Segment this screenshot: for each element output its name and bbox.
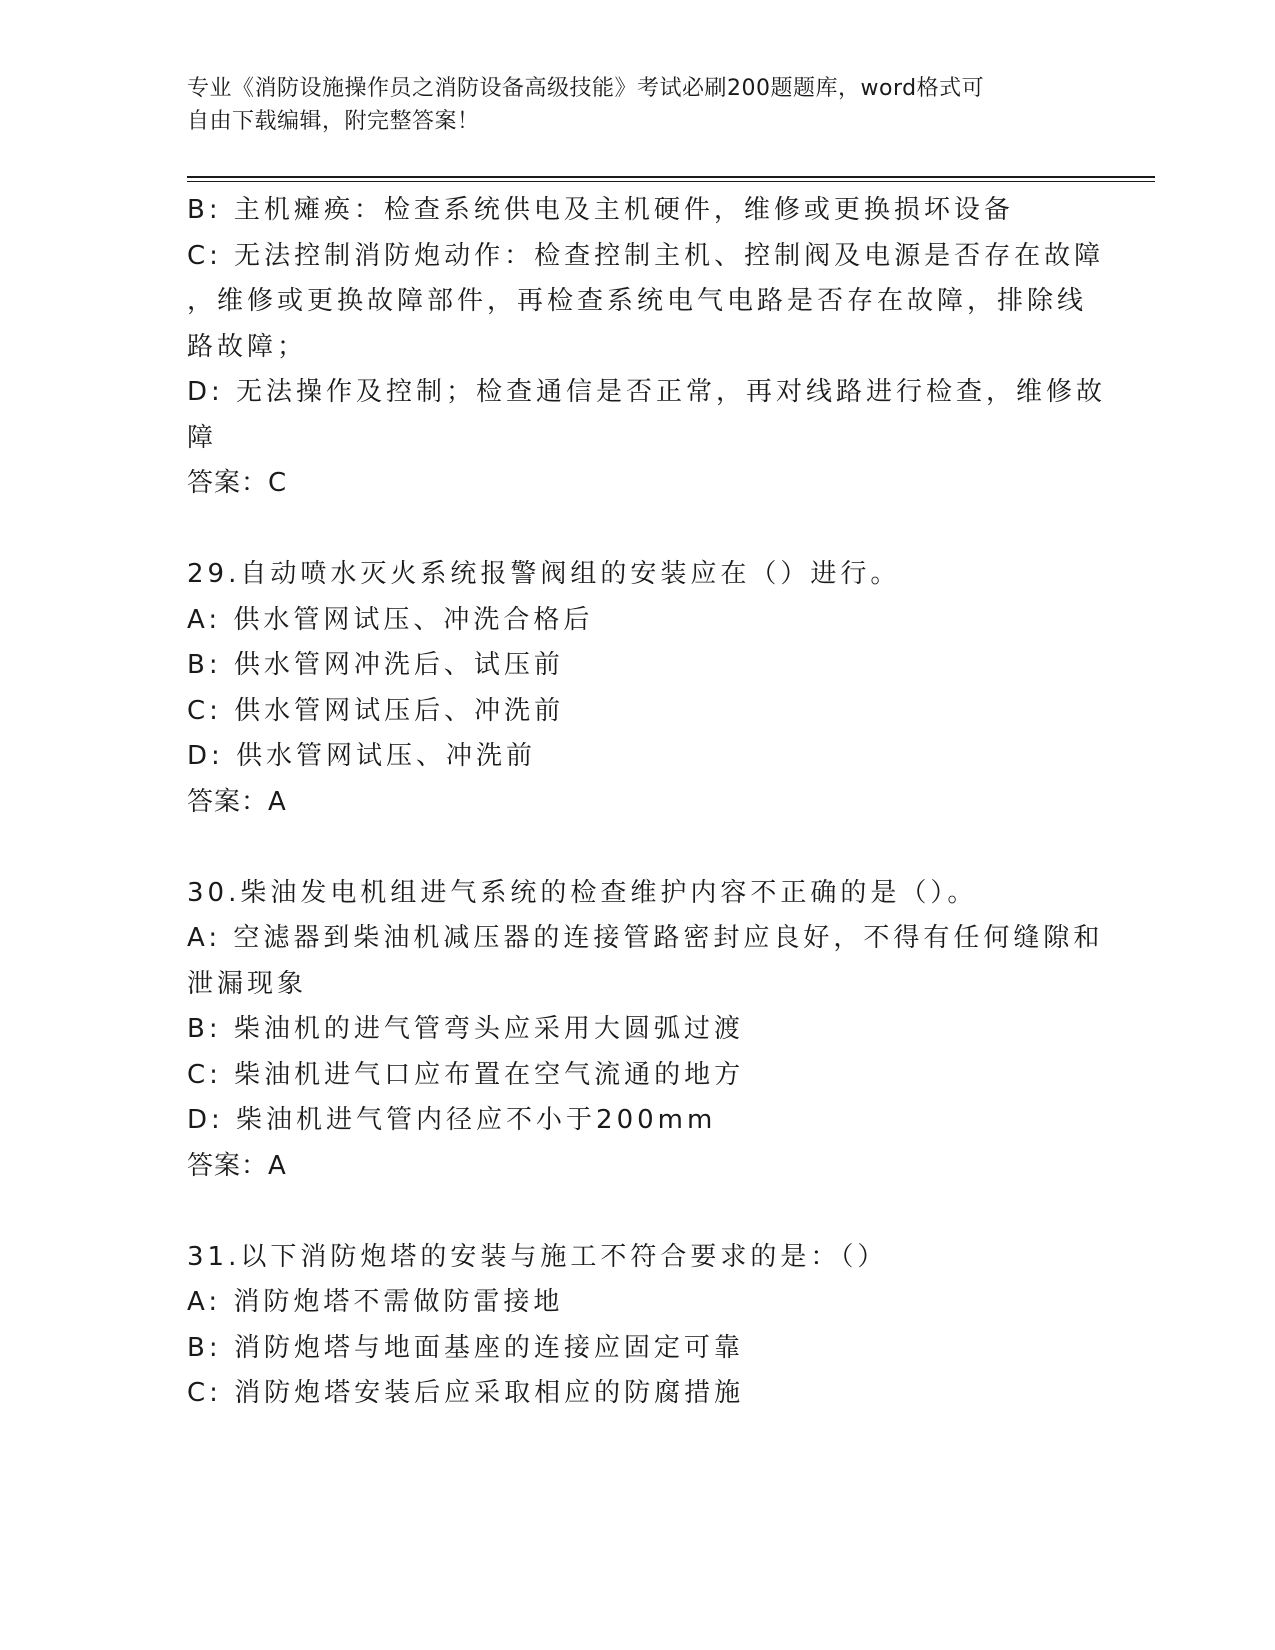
q29-option-b: B: 供水管网冲洗后、试压前 [187, 650, 564, 680]
q30-option-b: B: 柴油机的进气管弯头应采用大圆弧过渡 [187, 1014, 744, 1044]
q29-option-d: D: 供水管网试压、冲洗前 [187, 741, 537, 771]
spacer [187, 507, 1087, 553]
question-content [187, 188, 1107, 1417]
q30-option-d: D: 柴油机进气管内径应不小于200mm [187, 1105, 717, 1135]
header-line-2: 自由下载编辑，附完整答案！ [187, 109, 480, 134]
document-header [187, 72, 1067, 138]
q29-answer: 答案：A [187, 786, 287, 817]
q31-option-c: C: 消防炮塔安装后应采取相应的防腐措施 [187, 1378, 745, 1408]
prev-option-c-line-1: C: 无法控制消防炮动作：检查控制主机、控制阀及电源是否存在故障 [187, 240, 1105, 271]
spacer [187, 1189, 1087, 1235]
q31-option-b: B: 消防炮塔与地面基座的连接应固定可靠 [187, 1332, 744, 1363]
q29-stem: 29.自动喷水灭火系统报警阀组的安装应在（）进行。 [187, 559, 901, 589]
spacer [187, 825, 1087, 871]
prev-option-d-line-2: 障 [187, 422, 218, 453]
prev-option-d-line-1: D: 无法操作及控制；检查通信是否正常，再对线路进行检查，维修故 [187, 377, 1107, 407]
q30-option-a-line-1: A: 空滤器到柴油机减压器的连接管路密封应良好，不得有任何缝隙和 [187, 923, 1104, 953]
prev-option-c-line-2: ，维修或更换故障部件，再检查系统电气电路是否存在故障，排除线 [187, 286, 1088, 316]
header-rule-thin [187, 181, 1155, 182]
q30-option-c: C: 柴油机进气口应布置在空气流通的地方 [187, 1059, 745, 1090]
prev-option-c-line-3: 路故障； [187, 331, 308, 362]
q30-stem: 30.柴油发电机组进气系统的检查维护内容不正确的是（）。 [187, 877, 978, 908]
header-line-1: 专业《消防设施操作员之消防设备高级技能》考试必刷200题题库，word格式可 [187, 76, 985, 101]
q29-option-a: A: 供水管网试压、冲洗合格后 [187, 604, 594, 635]
prev-option-b: B: 主机瘫痪：检查系统供电及主机硬件，维修或更换损坏设备 [187, 195, 1014, 225]
header-rule-thick [187, 176, 1155, 178]
q29-option-c: C: 供水管网试压后、冲洗前 [187, 695, 565, 726]
q30-answer: 答案：A [187, 1150, 287, 1181]
q30-option-a-line-2: 泄漏现象 [187, 968, 308, 999]
q31-stem: 31.以下消防炮塔的安装与施工不符合要求的是：（） [187, 1241, 888, 1272]
q31-option-a: A: 消防炮塔不需做防雷接地 [187, 1287, 564, 1317]
prev-answer: 答案：C [187, 468, 288, 498]
